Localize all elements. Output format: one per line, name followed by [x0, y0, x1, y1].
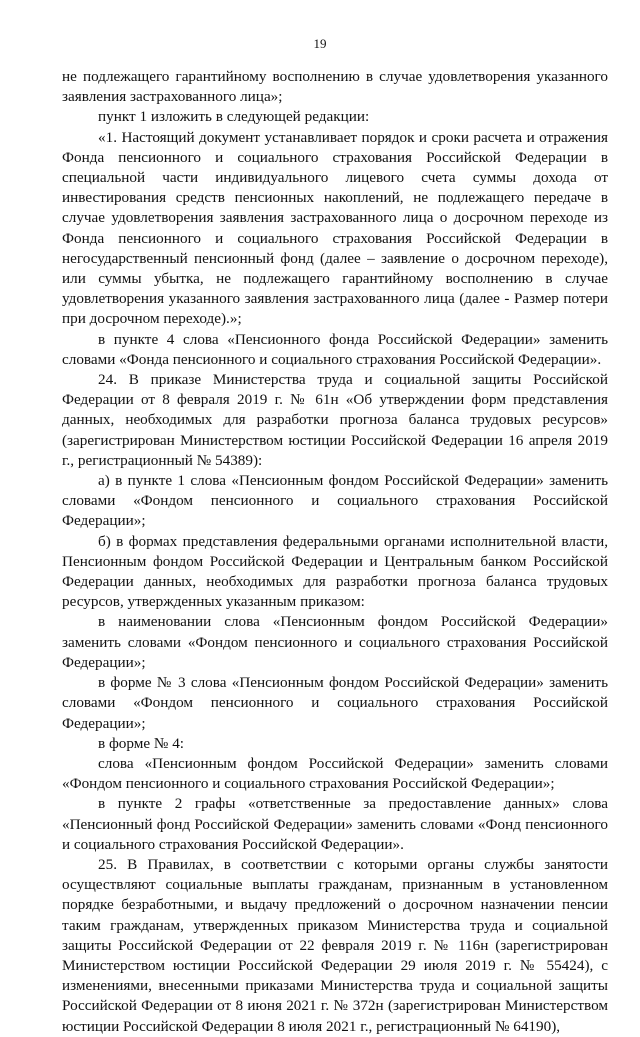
paragraph-25: 25. В Правилах, в соответствии с которыми органы службы занятости осуществляют социальные выплаты гражданам, признанным в установленном порядке безработными, и выдачу предложений о досрочном назначении пенсии таким гражданам, утвержденных приказом Министерства труда и социальной защиты Российской Федерации от 22 февраля 2019 г. № 116н (зарегистрирован Министерством юстиции Российской Федерации 29 июля 2019 г. № 55424), с изменениями, внесенными приказами Министерства труда и социальной защиты Российской Федерации от 8 июня 2021 г. № 372н (зарегистрирован Министерством юстиции Российской Федерации 8 июля 2021 г., регистрационный № 64190),	[62, 855, 608, 1035]
paragraph-24-b: б) в формах представления федеральными органами исполнительной власти, Пенсионным фондом Российской Федерации и Центральным банком Российской Федерации данных, необходимых для разработки прогноза баланса трудовых ресурсов, утвержденных указанным приказом:	[62, 532, 608, 611]
paragraph-continuation: не подлежащего гарантийному восполнению в случае удовлетворения указанного заявления застрахованного лица»;	[62, 68, 608, 106]
paragraph-24-a: а) в пункте 1 слова «Пенсионным фондом Российской Федерации» заменить словами «Фондом пенсионного и социального страхования Российской Федерации»;	[62, 472, 608, 530]
paragraph-24: 24. В приказе Министерства труда и социальной защиты Российской Федерации от 8 февраля 2019 г. № 61н «Об утверждении форм представления данных, необходимых для разработки прогноза баланса трудовых ресурсов» (зарегистрирован Министерством юстиции Российской Федерации 16 апреля 2019 г., регистрационный № 54389):	[62, 371, 608, 469]
paragraph-item-1-intro: пункт 1 изложить в следующей редакции:	[98, 108, 370, 126]
document-body	[62, 67, 608, 1037]
paragraph-24-b-form-4: в форме № 4:	[98, 734, 185, 752]
page-number: 19	[313, 36, 327, 51]
paragraph-24-b-form-3: в форме № 3 слова «Пенсионным фондом Российской Федерации» заменить словами «Фондом пенсионного и социального страхования Российской Федерации»;	[62, 674, 608, 732]
paragraph-24-b-form-4-column: в пункте 2 графы «ответственные за предоставление данных» слова «Пенсионный фонд Российской Федерации» заменить словами «Фонд пенсионного и социального страхования Российской Федерации».	[62, 795, 608, 853]
paragraph-24-b-title: в наименовании слова «Пенсионным фондом Российской Федерации» заменить словами «Фондом пенсионного и социального страхования Российской Федерации»;	[62, 613, 608, 671]
paragraph-item-1-new-text: «1. Настоящий документ устанавливает порядок и сроки расчета и отражения Фонда пенсионного и социального страхования Российской Федерации в специальной части индивидуального лицевого счета суммы дохода от инвестирования средств пенсионных накоплений, не подлежащего передаче в случае удовлетворения заявления застрахованного лица о досрочном переходе из Фонда пенсионного и социального страхования Российской Федерации в негосударственный пенсионный фонд (далее – заявление о досрочном переходе), или суммы убытка, не подлежащего гарантийному восполнению в случае удовлетворения указанного заявления застрахованного лица (далее - Размер потери при досрочном переходе).»;	[62, 128, 608, 328]
paragraph-item-4-amendment: в пункте 4 слова «Пенсионного фонда Российской Федерации» заменить словами «Фонда пенсионного и социального страхования Российской Федерации».	[62, 330, 608, 368]
paragraph-24-b-form-4-words: слова «Пенсионным фондом Российской Федерации» заменить словами «Фондом пенсионного и социального страхования Российской Федерации»;	[62, 754, 608, 793]
